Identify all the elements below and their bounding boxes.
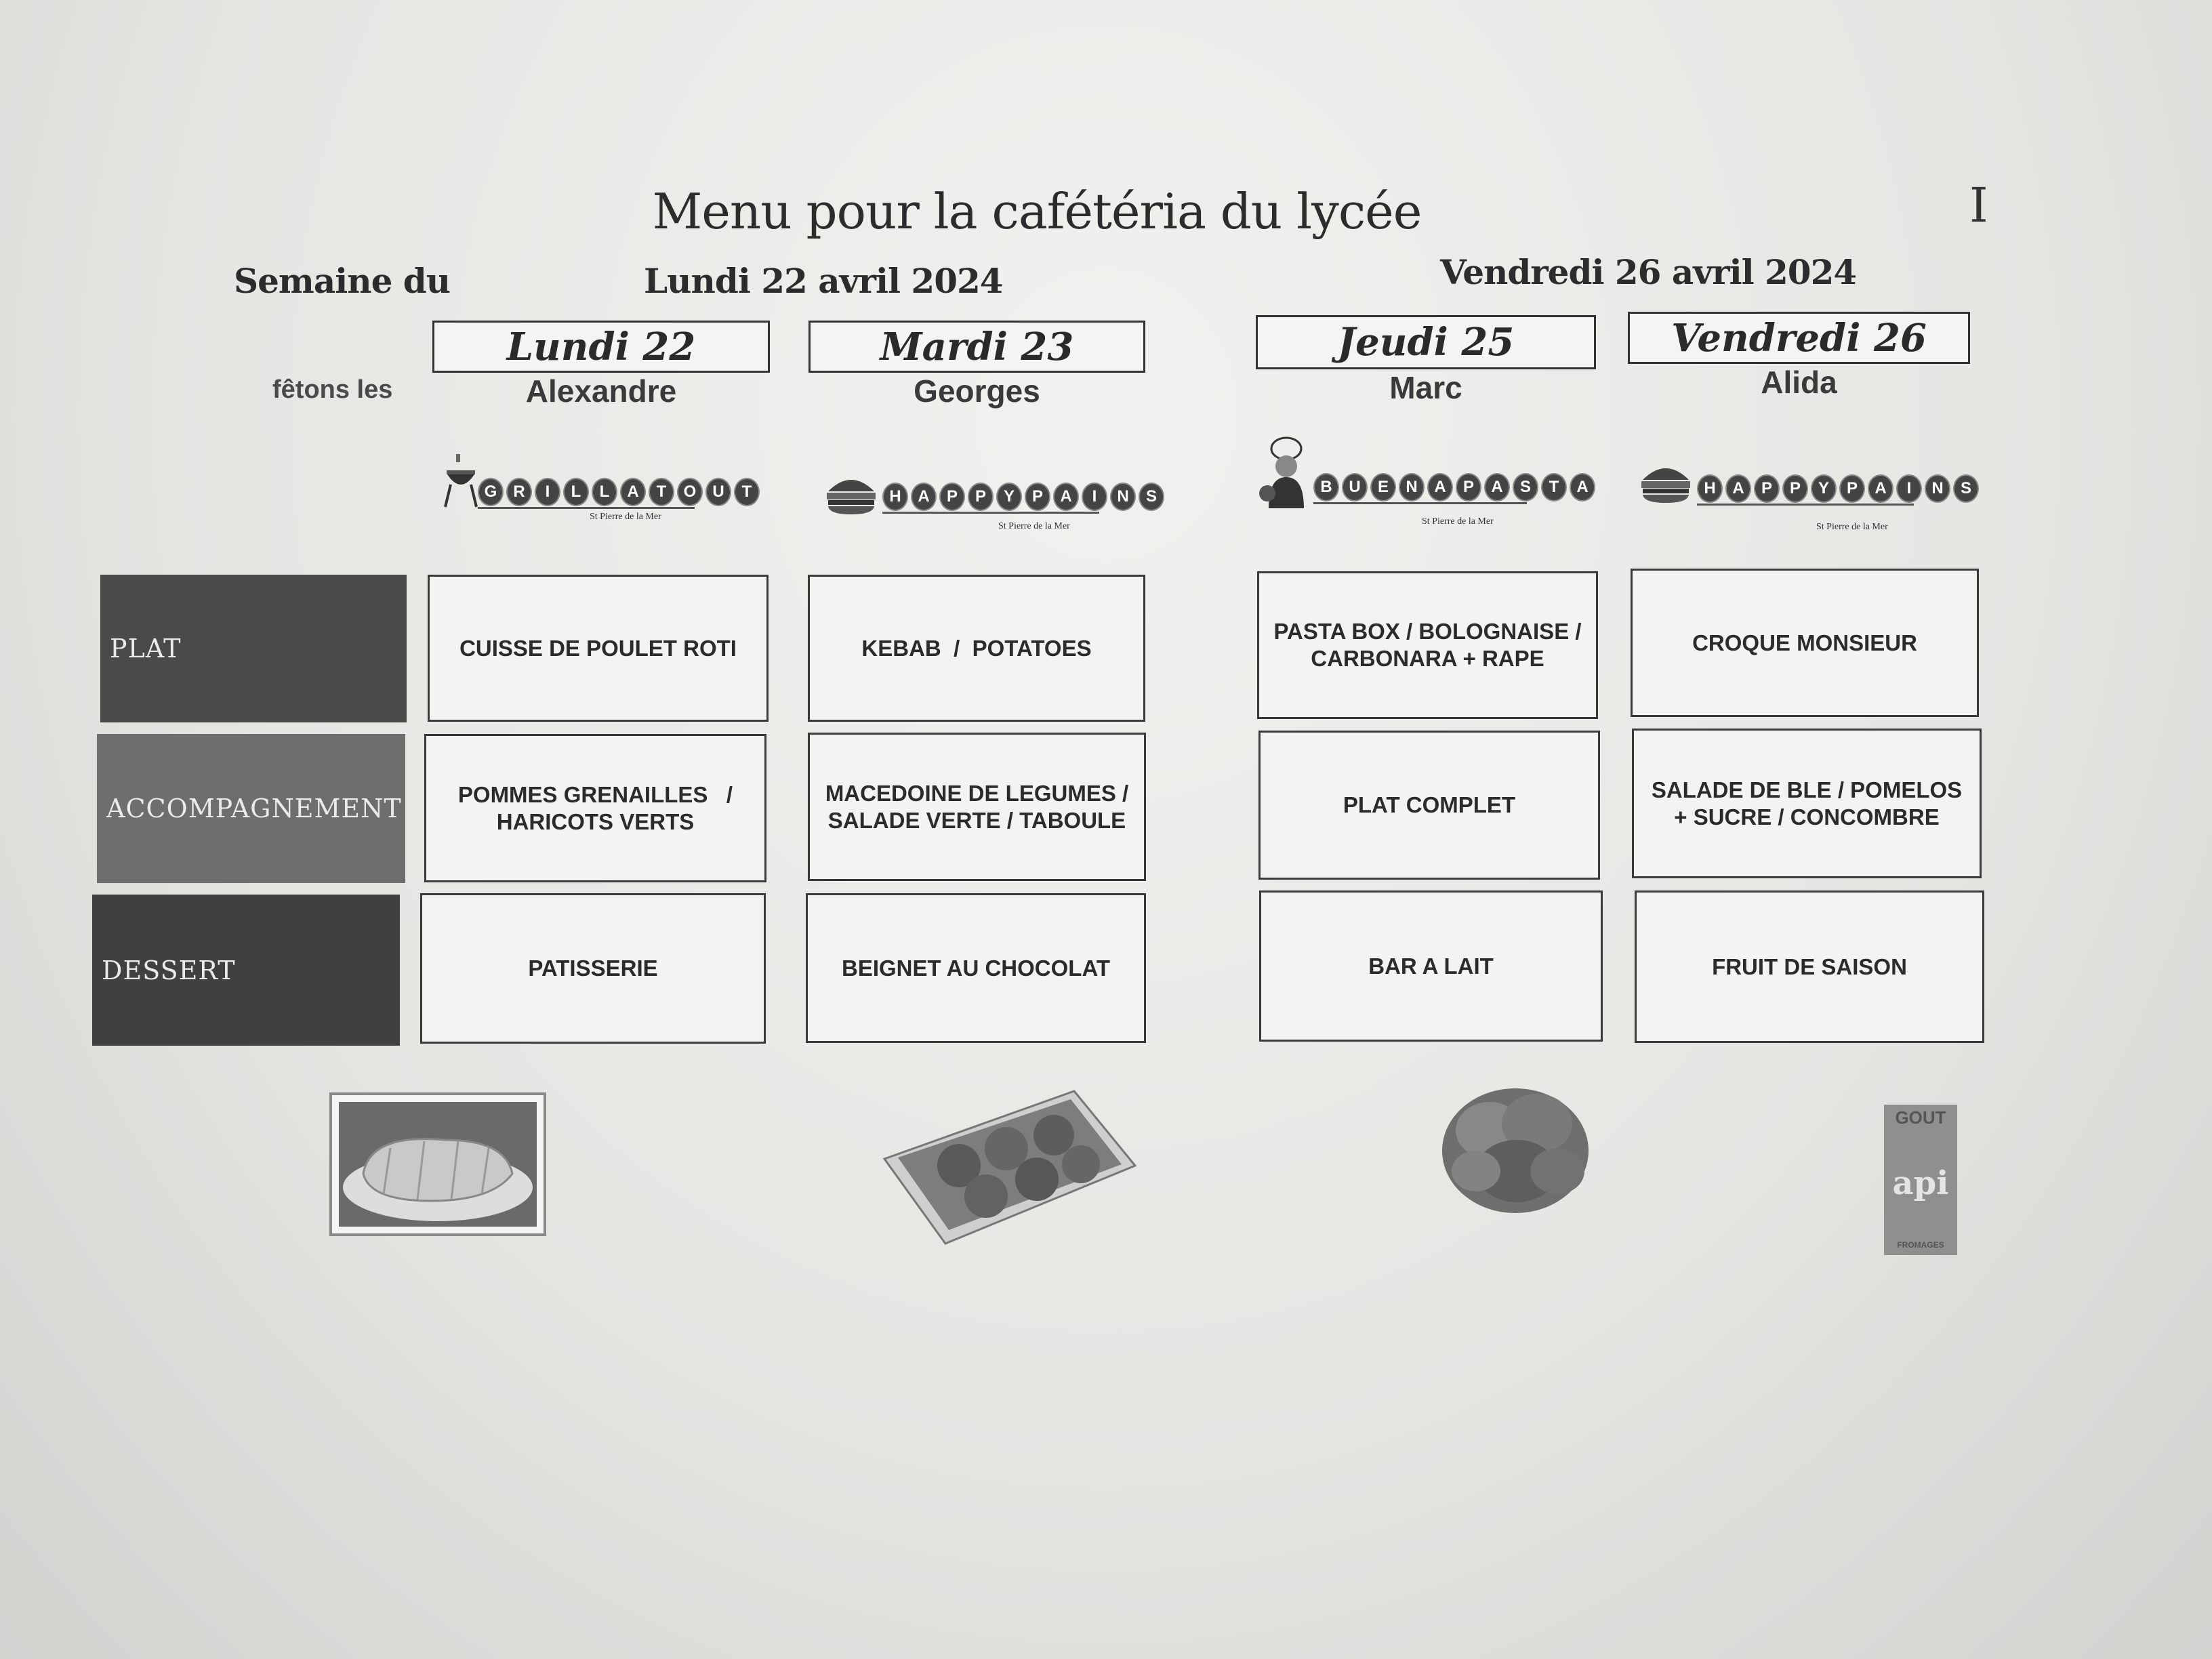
logo-letter: P xyxy=(1782,474,1808,503)
week-start-date: Lundi 22 avril 2024 xyxy=(644,261,1003,301)
cell-mardi-plat: KEBAB / POTATOES xyxy=(808,575,1145,722)
api-logo-brand: api xyxy=(1892,1164,1949,1202)
logo-letter: I xyxy=(535,478,560,506)
logo-letter: S xyxy=(1953,474,1979,503)
logo-letter: A xyxy=(1868,474,1893,503)
api-cheese-logo xyxy=(1884,1105,1957,1255)
logo-letter: U xyxy=(1342,473,1368,501)
logo-letter: P xyxy=(1754,474,1780,503)
logo-letter: N xyxy=(1110,483,1136,511)
api-logo-bottom: FROMAGES xyxy=(1897,1240,1944,1250)
logo-letter: A xyxy=(620,478,646,506)
saint-mardi: Georges xyxy=(914,373,1040,409)
logo-letter: R xyxy=(506,478,532,506)
fetons-label: fêtons les xyxy=(272,375,393,404)
page-title: Menu pour la cafétéria du lycée xyxy=(652,183,1422,240)
category-dessert: DESSERT xyxy=(92,895,400,1046)
logo-grillatout xyxy=(444,451,752,535)
cell-line: SALADE VERTE / TABOULE xyxy=(827,807,1126,833)
logo-letter: L xyxy=(592,478,617,506)
cell-jeudi-plat xyxy=(1257,571,1598,719)
burger-icon xyxy=(825,472,877,516)
lettuce-photo xyxy=(1435,1076,1595,1218)
api-logo-top: GOUT xyxy=(1895,1107,1946,1128)
cell-line: POMMES GRENAILLES / xyxy=(457,781,733,807)
logo-happypains-mardi xyxy=(825,455,1157,544)
logo-letter: I xyxy=(1082,483,1107,511)
grill-icon xyxy=(444,454,478,508)
logo-text-grillatout xyxy=(478,478,762,506)
cell-line: MACEDOINE DE LEGUMES / xyxy=(825,780,1129,806)
logo-letter: P xyxy=(1025,483,1050,511)
logo-letter: A xyxy=(1570,473,1595,501)
logo-letter: L xyxy=(563,478,589,506)
logo-letter: Y xyxy=(1811,474,1837,503)
logo-letter: S xyxy=(1513,473,1538,501)
corner-mark: I xyxy=(1969,178,1988,233)
category-plat: PLAT xyxy=(100,575,407,722)
logo-letter: P xyxy=(1456,473,1481,501)
logo-letter: P xyxy=(1839,474,1865,503)
saint-vendredi: Alida xyxy=(1761,365,1837,400)
logo-letter: S xyxy=(1139,483,1164,511)
logo-letter: H xyxy=(882,483,908,511)
logo-letter: H xyxy=(1697,474,1723,503)
cell-line: CARBONARA + RAPE xyxy=(1311,646,1544,671)
logo-text-happypains-mardi xyxy=(882,483,1167,511)
cell-vendredi-accompagnement xyxy=(1632,729,1982,878)
logo-letter: P xyxy=(968,483,994,511)
logo-letter: N xyxy=(1925,474,1950,503)
logo-text-buenapasta xyxy=(1313,473,1598,501)
cell-lundi-plat: CUISSE DE POULET ROTI xyxy=(428,575,769,722)
logo-happypains-vendredi xyxy=(1640,441,1971,546)
logo-letter: A xyxy=(911,483,937,511)
cell-line: PASTA BOX / BOLOGNAISE / xyxy=(1273,619,1582,644)
logo-letter: A xyxy=(1484,473,1510,501)
day-header-mardi: Mardi 23 xyxy=(808,321,1145,373)
logo-letter: A xyxy=(1427,473,1453,501)
cell-vendredi-plat: CROQUE MONSIEUR xyxy=(1631,569,1979,717)
logo-sub-happypains-vendredi: St Pierre de la Mer xyxy=(1816,522,1888,532)
cell-line: HARICOTS VERTS xyxy=(496,808,695,834)
logo-letter: Y xyxy=(996,483,1022,511)
croque-sandwich-photo xyxy=(329,1092,546,1236)
saint-jeudi: Marc xyxy=(1389,370,1462,405)
logo-letter: I xyxy=(1896,474,1922,503)
logo-letter: E xyxy=(1370,473,1396,501)
day-header-lundi: Lundi 22 xyxy=(432,321,770,373)
logo-letter: U xyxy=(705,478,731,506)
logo-letter: O xyxy=(677,478,703,506)
semaine-label: Semaine du xyxy=(234,261,451,301)
logo-letter: N xyxy=(1399,473,1425,501)
logo-sub-happypains-mardi: St Pierre de la Mer xyxy=(998,521,1070,531)
week-end-date: Vendredi 26 avril 2024 xyxy=(1440,252,1857,292)
logo-letter: T xyxy=(1541,473,1567,501)
logo-buenapasta xyxy=(1259,434,1589,539)
day-header-vendredi: Vendredi 26 xyxy=(1628,312,1970,364)
logo-letter: P xyxy=(939,483,965,511)
beignets-tray-photo xyxy=(871,1084,1142,1247)
logo-letter: T xyxy=(734,478,760,506)
cell-line: + SUCRE / CONCOMBRE xyxy=(1674,804,1940,830)
saint-lundi: Alexandre xyxy=(525,373,677,409)
cell-vendredi-dessert: FRUIT DE SAISON xyxy=(1635,890,1984,1043)
logo-letter: A xyxy=(1725,474,1751,503)
cell-line: SALADE DE BLE / POMELOS xyxy=(1651,777,1963,802)
burger-icon xyxy=(1640,461,1692,505)
cell-lundi-accompagnement xyxy=(424,734,766,882)
category-accompagnement: ACCOMPAGNEMENT xyxy=(97,734,405,883)
logo-letter: T xyxy=(649,478,674,506)
cell-lundi-dessert: PATISSERIE xyxy=(420,893,766,1044)
logo-text-happypains-vendredi xyxy=(1697,474,1982,503)
day-header-jeudi: Jeudi 25 xyxy=(1256,315,1596,369)
logo-sub-grillatout: St Pierre de la Mer xyxy=(590,512,661,522)
logo-sub-buenapasta: St Pierre de la Mer xyxy=(1422,516,1494,527)
logo-letter: B xyxy=(1313,473,1339,501)
cell-mardi-accompagnement xyxy=(808,733,1146,881)
cell-mardi-dessert: BEIGNET AU CHOCOLAT xyxy=(806,893,1146,1043)
chef-icon xyxy=(1259,434,1311,508)
logo-letter: A xyxy=(1053,483,1079,511)
cell-jeudi-accompagnement: PLAT COMPLET xyxy=(1258,731,1600,880)
logo-letter: G xyxy=(478,478,504,506)
cell-jeudi-dessert: BAR A LAIT xyxy=(1259,890,1603,1042)
